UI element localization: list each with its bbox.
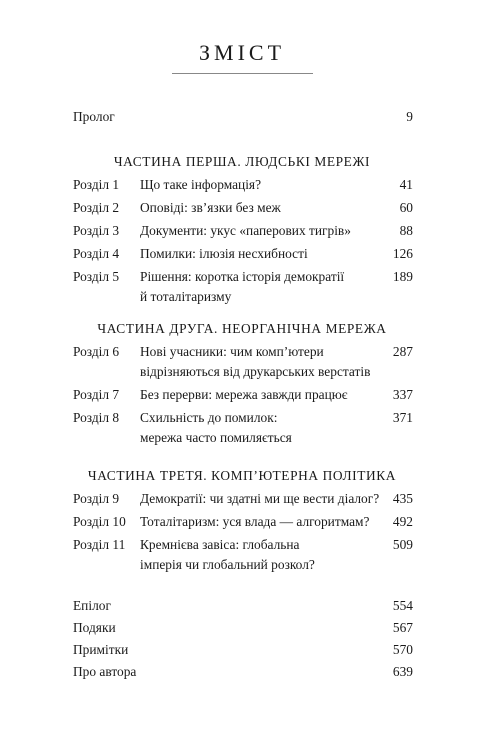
chapter-title-line: й тоталітаризму <box>140 289 232 304</box>
toc-entry-chapter[interactable] <box>73 489 413 509</box>
chapter-label: Розділ 9 <box>73 491 120 506</box>
entry-title: Пролог <box>73 109 115 124</box>
toc-entry-chapter[interactable] <box>73 244 413 264</box>
toc-entry-backmatter[interactable] <box>73 640 413 660</box>
chapter-title-line: Нові учасники: чим комп’ютери <box>140 344 324 359</box>
page-number: 41 <box>399 177 413 192</box>
part-heading: ЧАСТИНА ПЕРША. ЛЮДСЬКІ МЕРЕЖІ <box>113 154 371 169</box>
toc-entry-backmatter[interactable] <box>73 596 413 616</box>
chapter-label: Розділ 7 <box>73 387 120 402</box>
toc-entry-chapter[interactable] <box>73 198 413 218</box>
page-number: 639 <box>392 664 413 679</box>
chapter-title <box>140 267 380 307</box>
chapter-title-line: Оповіді: зв’язки без меж <box>140 200 281 215</box>
toc-entry-chapter[interactable] <box>73 408 413 448</box>
page-number: 9 <box>406 109 413 124</box>
entry-title: Подяки <box>73 620 116 635</box>
toc-entry-chapter[interactable] <box>73 267 413 307</box>
chapter-title <box>140 198 380 218</box>
chapter-title-line: відрізняються від друкарських верстатів <box>140 364 371 379</box>
toc-entry-backmatter[interactable] <box>73 662 413 682</box>
chapter-title-line: Тоталітаризм: уся влада — алгоритмам? <box>140 514 370 529</box>
chapter-title <box>140 385 380 405</box>
chapter-title-line: Схильність до помилок: <box>140 410 278 425</box>
page-number: 567 <box>392 620 413 635</box>
part-heading: ЧАСТИНА ТРЕТЯ. КОМП’ЮТЕРНА ПОЛІТИКА <box>87 468 397 483</box>
title-divider <box>172 73 313 74</box>
toc-entry-chapter[interactable] <box>73 221 413 241</box>
chapter-title-line: Що таке інформація? <box>140 177 262 192</box>
chapter-title <box>140 489 380 509</box>
page-title: ЗМІСТ <box>198 40 286 65</box>
chapter-label: Розділ 11 <box>73 537 126 552</box>
page-number: 126 <box>392 246 413 261</box>
page-number: 189 <box>392 269 413 284</box>
chapter-label: Розділ 3 <box>73 223 120 238</box>
chapter-label: Розділ 2 <box>73 200 120 215</box>
chapter-title <box>140 408 380 448</box>
page-number: 509 <box>392 537 413 552</box>
chapter-title <box>140 221 380 241</box>
chapter-title-line: Помилки: ілюзія несхибності <box>140 246 308 261</box>
toc-entry-chapter[interactable] <box>73 535 413 575</box>
toc-entry-chapter[interactable] <box>73 342 413 382</box>
toc-entry-chapter[interactable] <box>73 512 413 532</box>
page-number: 570 <box>392 642 413 657</box>
chapter-title <box>140 342 380 382</box>
chapter-title <box>140 512 380 532</box>
page-number: 554 <box>392 598 413 613</box>
toc-entry-chapter[interactable] <box>73 385 413 405</box>
chapter-title <box>140 175 380 195</box>
chapter-title-line: Без перерви: мережа завжди працює <box>140 387 348 402</box>
chapter-title-line: Кремнієва завіса: глобальна <box>140 537 300 552</box>
page-number: 88 <box>399 223 413 238</box>
toc-entry-prologue[interactable] <box>73 107 413 127</box>
chapter-label: Розділ 10 <box>73 514 126 529</box>
chapter-label: Розділ 1 <box>73 177 120 192</box>
chapter-title-line: Рішення: коротка історія демократії <box>140 269 345 284</box>
page-number: 371 <box>392 410 413 425</box>
chapter-title <box>140 244 380 264</box>
part-heading: ЧАСТИНА ДРУГА. НЕОРГАНІЧНА МЕРЕЖА <box>97 321 387 336</box>
page-number: 435 <box>392 491 413 506</box>
toc-entry-chapter[interactable] <box>73 175 413 195</box>
chapter-title-line: Демократії: чи здатні ми ще вести діалог? <box>140 491 380 506</box>
chapter-title-line: Документи: укус «паперових тигрів» <box>140 223 351 238</box>
chapter-title-line: мережа часто помиляється <box>140 430 292 445</box>
toc-entry-backmatter[interactable] <box>73 618 413 638</box>
page-number: 287 <box>392 344 413 359</box>
entry-title: Про автора <box>73 664 137 679</box>
entry-title: Епілог <box>73 598 111 613</box>
chapter-label: Розділ 6 <box>73 344 120 359</box>
chapter-title <box>140 535 380 575</box>
entry-title: Примітки <box>73 642 129 657</box>
chapter-label: Розділ 4 <box>73 246 120 261</box>
page-number: 492 <box>392 514 413 529</box>
page-number: 337 <box>392 387 413 402</box>
chapter-label: Розділ 5 <box>73 269 120 284</box>
chapter-title-line: імперія чи глобальний розкол? <box>140 557 315 572</box>
chapter-label: Розділ 8 <box>73 410 120 425</box>
page-number: 60 <box>399 200 413 215</box>
